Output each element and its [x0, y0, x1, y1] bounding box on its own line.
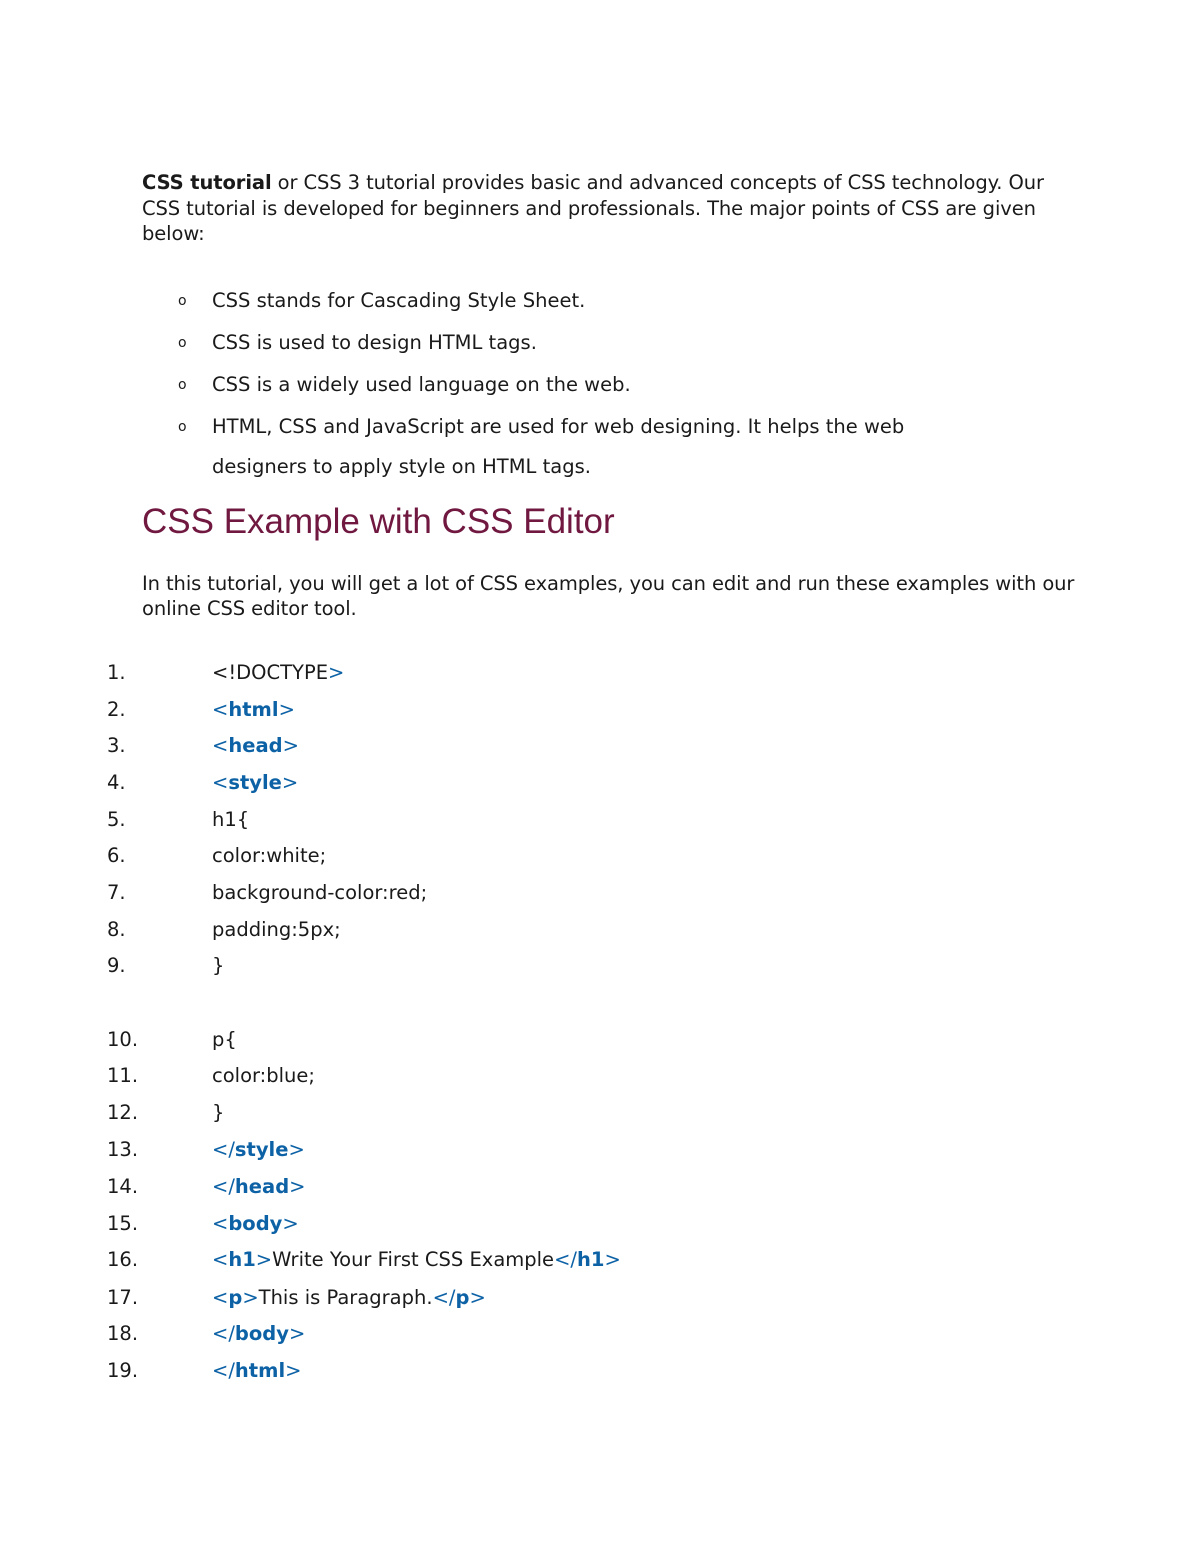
code-text [212, 1242, 621, 1278]
line-number: 8. [107, 918, 126, 941]
code-bracket: < [212, 1248, 229, 1271]
code-bracket: > [288, 1138, 305, 1161]
code-text [212, 802, 249, 838]
code-text [212, 765, 298, 801]
line-number: 11. [107, 1064, 139, 1087]
intro-text: or CSS 3 tutorial provides basic and advanced concepts of CSS technology. Our CSS tutorial is developed for beginners and professionals. The major points of CSS are given below: [142, 171, 1044, 245]
code-tag-name: body [234, 1322, 289, 1345]
code-token: This is Paragraph. [258, 1286, 433, 1309]
code-text [212, 1095, 224, 1131]
editor-paragraph: In this tutorial, you will get a lot of CSS examples, you can edit and run these examples with our online CSS editor tool. [142, 572, 1075, 620]
code-bracket: </ [212, 1322, 235, 1345]
line-number: 15. [107, 1212, 139, 1235]
code-text [212, 875, 427, 911]
list-item-text: CSS is a widely used language on the web. [212, 373, 631, 396]
code-bracket: > [604, 1248, 621, 1271]
code-bracket: > [282, 734, 299, 757]
code-text [212, 1316, 305, 1352]
code-bracket: > [278, 698, 295, 721]
code-bracket: > [469, 1286, 486, 1309]
line-number: 17. [107, 1286, 139, 1309]
code-token: } [212, 954, 225, 977]
line-number: 16. [107, 1248, 139, 1271]
code-text [212, 912, 341, 948]
code-tag-name: p [228, 1286, 243, 1309]
line-number: 4. [107, 771, 126, 794]
section-heading: CSS Example with CSS Editor [142, 502, 615, 541]
code-token: Write Your First CSS Example [272, 1248, 555, 1271]
intro-bold: CSS tutorial [142, 171, 272, 194]
code-bracket: > [282, 1212, 299, 1235]
code-bracket: > [328, 661, 345, 684]
bullet-marker: o [178, 335, 187, 351]
line-number: 10. [107, 1028, 139, 1051]
line-number: 1. [107, 661, 126, 684]
code-token: <!DOCTYPE [212, 661, 329, 684]
code-tag-name: head [228, 734, 283, 757]
line-number: 14. [107, 1175, 139, 1198]
bullet-marker: o [178, 377, 187, 393]
line-number: 2. [107, 698, 126, 721]
code-tag-name: p [455, 1286, 470, 1309]
code-text [212, 692, 295, 728]
code-bracket: </ [554, 1248, 577, 1271]
line-number: 19. [107, 1359, 139, 1382]
list-item [178, 281, 978, 321]
list-item [178, 407, 992, 487]
list-item-text: CSS stands for Cascading Style Sheet. [212, 289, 586, 312]
list-item [178, 323, 978, 363]
code-bracket: > [289, 1175, 306, 1198]
code-token: background-color:red; [212, 881, 428, 904]
code-bracket: > [288, 1322, 306, 1345]
bullet-marker: o [178, 293, 187, 309]
code-tag-name: style [234, 1138, 289, 1161]
code-text [212, 948, 224, 984]
code-tag-name: head [234, 1175, 290, 1198]
line-number: 7. [107, 881, 126, 904]
code-text [212, 655, 344, 691]
code-text [212, 1280, 486, 1316]
bullet-marker: o [178, 419, 187, 435]
code-bracket: > [242, 1286, 259, 1309]
code-bracket: </ [212, 1175, 235, 1198]
code-token: color:white; [212, 844, 327, 867]
code-token: color:blue; [212, 1064, 315, 1087]
code-tag-name: html [228, 698, 279, 721]
code-text [212, 728, 299, 764]
code-tag-name: h1 [576, 1248, 605, 1271]
list-item-text: CSS is used to design HTML tags. [212, 331, 537, 354]
code-bracket: < [212, 771, 229, 794]
code-bracket: > [285, 1359, 302, 1382]
code-bracket: < [212, 734, 229, 757]
code-text [212, 1353, 301, 1389]
line-number: 3. [107, 734, 126, 757]
intro-paragraph [142, 170, 1062, 247]
code-token: padding:5px; [212, 918, 341, 941]
code-tag-name: body [228, 1212, 283, 1235]
list-item-text: HTML, CSS and JavaScript are used for web designing. It helps the web designers to apply style on HTML tags. [212, 415, 905, 478]
code-text [212, 1058, 315, 1094]
line-number: 6. [107, 844, 126, 867]
code-text [212, 1206, 299, 1242]
line-number: 18. [107, 1322, 139, 1345]
code-text [212, 1022, 237, 1058]
code-bracket: < [212, 1212, 229, 1235]
code-text [212, 1132, 305, 1168]
code-token: p{ [212, 1028, 237, 1051]
code-token: h1{ [212, 808, 250, 831]
points-list [178, 281, 978, 489]
code-text [212, 838, 326, 874]
line-number: 13. [107, 1138, 139, 1161]
code-tag-name: html [234, 1359, 286, 1382]
line-number: 9. [107, 954, 126, 977]
list-item [178, 365, 978, 405]
code-text [212, 1169, 306, 1205]
code-bracket: > [255, 1248, 273, 1271]
code-bracket: < [212, 698, 229, 721]
code-bracket: </ [212, 1359, 235, 1382]
code-tag-name: style [228, 771, 282, 794]
code-bracket: > [281, 771, 299, 794]
code-token: } [212, 1101, 225, 1124]
line-number: 12. [107, 1101, 139, 1124]
code-tag-name: h1 [228, 1248, 256, 1271]
code-bracket: </ [212, 1138, 235, 1161]
line-number: 5. [107, 808, 126, 831]
code-bracket: </ [432, 1286, 456, 1309]
code-bracket: < [212, 1286, 229, 1309]
